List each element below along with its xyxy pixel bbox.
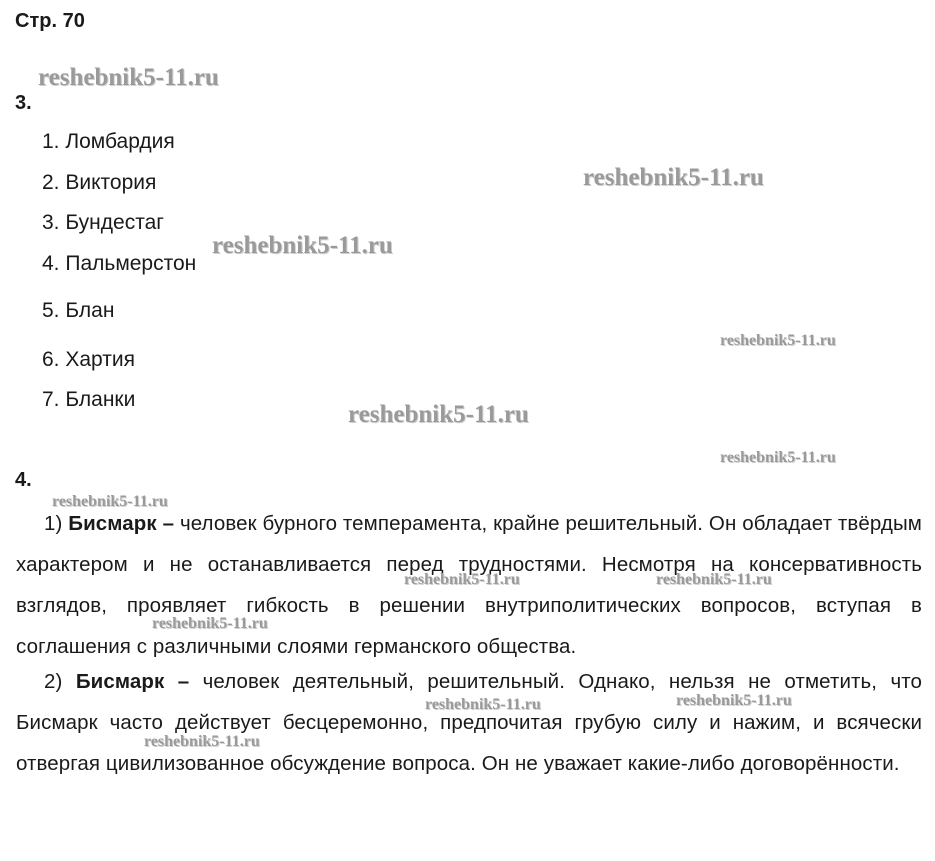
watermark-logo: reshebnik5-11.ru bbox=[212, 232, 393, 259]
task4-p2-text: человек деятельный, решительный. Однако, нельзя не отметить, что Бисмарк часто действует бесцеремонно, предпочитая грубую силу и нажим, и всячески отвергая цивилизованное обсуждение вопроса. Он не уважает какие-либо договорённости. bbox=[16, 670, 922, 775]
task4-paragraph-2 bbox=[16, 661, 922, 784]
task3-number: 3. bbox=[15, 92, 32, 114]
task4-p2-lead: 2) bbox=[44, 670, 76, 693]
task4-p1-bold: Бисмарк – bbox=[68, 512, 175, 535]
watermark-logo: reshebnik5-11.ru bbox=[404, 571, 520, 588]
task4-number: 4. bbox=[15, 469, 32, 491]
watermark-logo: reshebnik5-11.ru bbox=[144, 733, 260, 750]
watermark-logo: reshebnik5-11.ru bbox=[583, 164, 764, 191]
watermark-logo: reshebnik5-11.ru bbox=[38, 64, 219, 91]
watermark-logo: reshebnik5-11.ru bbox=[152, 615, 268, 632]
watermark-logo: reshebnik5-11.ru bbox=[52, 493, 168, 510]
task4-p2-bold: Бисмарк – bbox=[75, 670, 190, 693]
watermark-logo: reshebnik5-11.ru bbox=[676, 692, 792, 709]
watermark-logo: reshebnik5-11.ru bbox=[348, 401, 529, 428]
task3-item-3: 3. Бундестаг bbox=[42, 211, 164, 234]
watermark-logo: reshebnik5-11.ru bbox=[425, 696, 541, 713]
task3-item-5: 5. Блан bbox=[42, 299, 115, 322]
task3-item-6: 6. Хартия bbox=[42, 348, 135, 371]
watermark-logo: reshebnik5-11.ru bbox=[720, 449, 836, 466]
watermark-logo: reshebnik5-11.ru bbox=[720, 332, 836, 349]
task4-p1-text: человек бурного темперамента, крайне решительный. Он обладает твёрдым характером и не останавливается перед трудностями. Несмотря на консервативность взглядов, проявляет гибкость в решении внутриполитических вопросов, вступая в соглашения с различными слоями германского общества. bbox=[16, 512, 922, 658]
watermark-logo: reshebnik5-11.ru bbox=[656, 571, 772, 588]
task3-item-4: 4. Пальмерстон bbox=[42, 252, 197, 275]
page-title: Стр. 70 bbox=[15, 10, 85, 32]
task4-p1-lead: 1) bbox=[44, 512, 69, 535]
task3-item-1: 1. Ломбардия bbox=[42, 130, 175, 153]
task3-item-7: 7. Бланки bbox=[42, 388, 136, 411]
task4-paragraph-1 bbox=[16, 503, 922, 667]
task3-item-2: 2. Виктория bbox=[42, 171, 157, 194]
